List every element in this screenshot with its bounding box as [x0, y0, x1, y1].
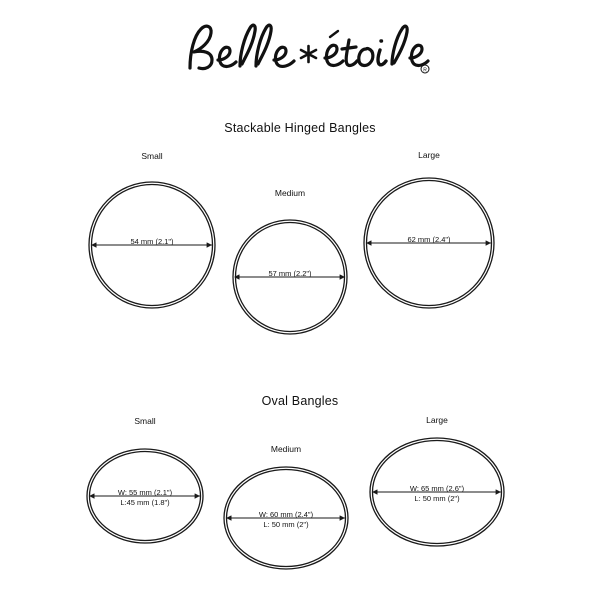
size-label-oval-small: Small — [134, 416, 156, 426]
dim-label-oval-medium — [236, 510, 336, 529]
size-label-hinged-large: Large — [418, 150, 440, 160]
dim-line-width: W: 55 mm (2.1") — [117, 488, 173, 497]
dim-line-length: L: 50 mm (2") — [414, 493, 460, 503]
dim-line-length: L: 50 mm (2") — [263, 519, 309, 529]
dim-label-oval-large — [387, 484, 487, 503]
dim-label-hinged-medium: 57 mm (2.2") — [268, 269, 312, 278]
size-label-oval-medium: Medium — [270, 444, 302, 454]
size-label-oval-large: Large — [426, 415, 448, 425]
dim-label-oval-small — [95, 488, 195, 507]
dim-line-width: W: 65 mm (2.6") — [409, 484, 465, 493]
svg-text:R: R — [423, 67, 427, 74]
dim-line-width: W: 60 mm (2.4") — [258, 510, 314, 519]
dim-label-hinged-large: 62 mm (2.4") — [407, 235, 451, 244]
size-label-hinged-medium: Medium — [274, 188, 306, 198]
section-title-oval: Oval Bangles — [261, 394, 339, 408]
brand-logo — [0, 12, 600, 84]
dim-line-length: L:45 mm (1.8") — [120, 497, 170, 507]
section-title-hinged: Stackable Hinged Bangles — [224, 121, 376, 135]
size-label-hinged-small: Small — [141, 151, 163, 161]
dim-label-hinged-small: 54 mm (2.1") — [130, 237, 174, 246]
